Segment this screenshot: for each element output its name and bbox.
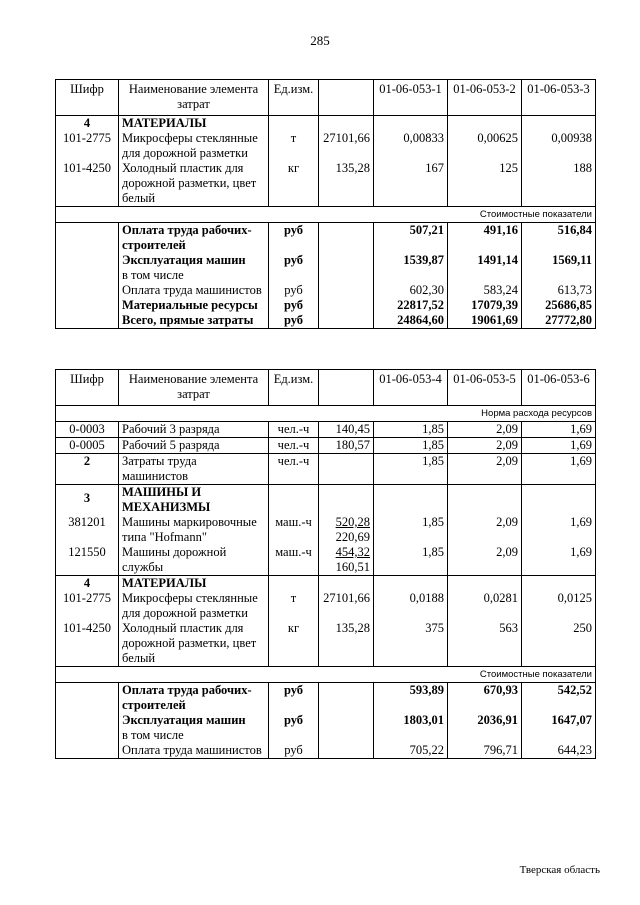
cost-value-2: 2036,91 <box>448 713 522 743</box>
cost-value-3: 644,23 <box>522 743 596 759</box>
cost-name: Эксплуатация машин <box>122 713 246 727</box>
row-value-3: 1,69 <box>522 454 596 485</box>
cost-name: Всего, прямые затраты <box>119 313 269 329</box>
row-value-3: 1,69 <box>522 438 596 454</box>
row-value-1: 1,85 <box>374 545 448 576</box>
cost-value-1: 22817,52 <box>374 298 448 313</box>
row-unit: чел.-ч <box>269 422 319 438</box>
row-code: 101-4250 <box>56 161 119 207</box>
row-unit: чел.-ч <box>269 438 319 454</box>
cost-row <box>56 683 596 714</box>
row-value-2: 2,09 <box>448 454 522 485</box>
row-code: 3 <box>56 485 119 516</box>
cost-name: Оплата труда рабочих-строителей <box>119 683 269 714</box>
cost-value-2: 796,71 <box>448 743 522 759</box>
row-name: Машины дорожной службы <box>119 545 269 576</box>
cost-unit: руб <box>269 743 319 759</box>
header-name: Наименование элемента затрат <box>119 80 269 116</box>
cost-value-3: 25686,85 <box>522 298 596 313</box>
row-unit: чел.-ч <box>269 454 319 485</box>
table-row <box>56 576 596 592</box>
header-col-2: 01-06-053-2 <box>448 80 522 116</box>
row-name: Рабочий 3 разряда <box>119 422 269 438</box>
cost-value-2: 670,93 <box>448 683 522 714</box>
cost-value-3: 1569,11 <box>522 253 596 283</box>
section-title: МАТЕРИАЛЫ <box>119 576 269 592</box>
cost-value-1: 24864,60 <box>374 313 448 329</box>
row-code: 101-2775 <box>56 131 119 161</box>
row-name: Микросферы стеклянные для дорожной разметки <box>119 591 269 621</box>
header-col-1: 01-06-053-4 <box>374 370 448 406</box>
estimate-table-2 <box>55 369 596 759</box>
cost-value-3: 542,52 <box>522 683 596 714</box>
cost-name: Оплата труда рабочих-строителей <box>119 223 269 254</box>
row-price-machinist: 220,69 <box>335 530 370 544</box>
row-value-3: 1,69 <box>522 515 596 545</box>
cost-value-3: 516,84 <box>522 223 596 254</box>
cost-name: Материальные ресурсы <box>119 298 269 313</box>
cost-row <box>56 283 596 298</box>
cost-row <box>56 713 596 743</box>
row-value-3: 188 <box>522 161 596 207</box>
row-name: Холодный пластик для дорожной разметки, цвет белый <box>119 161 269 207</box>
header-col-2: 01-06-053-5 <box>448 370 522 406</box>
row-value-3: 250 <box>522 621 596 667</box>
cost-unit: руб <box>269 683 319 714</box>
cost-unit: руб <box>269 713 319 743</box>
row-unit: т <box>269 131 319 161</box>
table-row <box>56 131 596 161</box>
row-name: Машины маркировочные типа "Hofmann" <box>119 515 269 545</box>
row-value-3: 0,0125 <box>522 591 596 621</box>
cost-unit: руб <box>269 313 319 329</box>
cost-row <box>56 223 596 254</box>
row-value-2: 2,09 <box>448 422 522 438</box>
row-price: 135,28 <box>319 161 374 207</box>
estimate-table-1 <box>55 79 596 329</box>
row-code: 4 <box>56 576 119 592</box>
row-value-2: 2,09 <box>448 515 522 545</box>
cost-value-3: 27772,80 <box>522 313 596 329</box>
footer-region: Тверская область <box>519 864 600 876</box>
table-row <box>56 485 596 516</box>
table-header-row <box>56 80 596 116</box>
row-name: Холодный пластик для дорожной разметки, цвет белый <box>119 621 269 667</box>
table-row <box>56 454 596 485</box>
row-unit: кг <box>269 621 319 667</box>
table-header-row <box>56 370 596 406</box>
row-price: 180,57 <box>319 438 374 454</box>
table-row <box>56 591 596 621</box>
section-title: МАТЕРИАЛЫ <box>119 116 269 132</box>
cost-value-1: 602,30 <box>374 283 448 298</box>
cost-value-3: 1647,07 <box>522 713 596 743</box>
header-code: Шифр <box>56 80 119 116</box>
row-unit: т <box>269 591 319 621</box>
cost-unit: руб <box>269 223 319 254</box>
row-value-1: 167 <box>374 161 448 207</box>
table-row <box>56 161 596 207</box>
row-unit: кг <box>269 161 319 207</box>
cost-name: Оплата труда машинистов <box>119 743 269 759</box>
header-col-1: 01-06-053-1 <box>374 80 448 116</box>
cost-value-1: 507,21 <box>374 223 448 254</box>
cost-sub: в том числе <box>122 728 184 742</box>
cost-unit: руб <box>269 253 319 283</box>
cost-value-2: 17079,39 <box>448 298 522 313</box>
row-name: Микросферы стеклянные для дорожной разметки <box>119 131 269 161</box>
row-value-1: 0,00833 <box>374 131 448 161</box>
row-value-2: 125 <box>448 161 522 207</box>
header-price <box>319 370 374 406</box>
row-value-2: 2,09 <box>448 438 522 454</box>
cost-value-1: 1803,01 <box>374 713 448 743</box>
cost-value-1: 593,89 <box>374 683 448 714</box>
row-value-1: 375 <box>374 621 448 667</box>
row-name: Рабочий 5 разряда <box>119 438 269 454</box>
row-code: 121550 <box>56 545 119 576</box>
row-value-3: 1,69 <box>522 422 596 438</box>
row-name: Затраты труда машинистов <box>119 454 269 485</box>
header-code: Шифр <box>56 370 119 406</box>
cost-value-2: 1491,14 <box>448 253 522 283</box>
row-value-2: 2,09 <box>448 545 522 576</box>
row-value-3: 0,00938 <box>522 131 596 161</box>
row-price: 140,45 <box>319 422 374 438</box>
band-row <box>56 667 596 683</box>
row-value-1: 1,85 <box>374 454 448 485</box>
cost-name: Эксплуатация машин <box>122 253 246 267</box>
cost-row <box>56 253 596 283</box>
header-unit: Ед.изм. <box>269 80 319 116</box>
row-code: 2 <box>56 454 119 485</box>
row-price: 135,28 <box>319 621 374 667</box>
table-row <box>56 545 596 576</box>
row-value-1: 1,85 <box>374 422 448 438</box>
table-row <box>56 515 596 545</box>
row-code: 0-0003 <box>56 422 119 438</box>
row-code: 101-2775 <box>56 591 119 621</box>
band-cost-indicators: Стоимостные показатели <box>56 667 596 683</box>
row-price-machinist: 160,51 <box>335 560 370 574</box>
cost-value-2: 19061,69 <box>448 313 522 329</box>
table-row <box>56 438 596 454</box>
row-value-1: 0,0188 <box>374 591 448 621</box>
cost-unit: руб <box>269 283 319 298</box>
row-price <box>319 454 374 485</box>
row-unit: маш.-ч <box>269 515 319 545</box>
row-value-2: 0,0281 <box>448 591 522 621</box>
row-value-1: 1,85 <box>374 515 448 545</box>
cost-value-1: 1539,87 <box>374 253 448 283</box>
band-cost-indicators: Стоимостные показатели <box>56 207 596 223</box>
row-value-2: 563 <box>448 621 522 667</box>
cost-name: Оплата труда машинистов <box>119 283 269 298</box>
cost-name-cell <box>119 253 269 283</box>
cost-row <box>56 743 596 759</box>
cost-value-3: 613,73 <box>522 283 596 298</box>
row-price: 27101,66 <box>319 591 374 621</box>
cost-row <box>56 298 596 313</box>
table-row <box>56 621 596 667</box>
row-code: 381201 <box>56 515 119 545</box>
section-title: МАШИНЫ И МЕХАНИЗМЫ <box>119 485 269 516</box>
row-price: 520,28 <box>335 515 370 529</box>
row-value-1: 1,85 <box>374 438 448 454</box>
row-code: 0-0005 <box>56 438 119 454</box>
page-number: 285 <box>310 33 330 48</box>
row-price: 27101,66 <box>319 131 374 161</box>
band-resource-norm: Норма расхода ресурсов <box>56 406 596 422</box>
cost-sub: в том числе <box>122 268 184 282</box>
header-col-3: 01-06-053-3 <box>522 80 596 116</box>
row-price: 454,32 <box>335 545 370 559</box>
row-value-3: 1,69 <box>522 545 596 576</box>
row-price-cell <box>319 515 374 545</box>
table-row <box>56 422 596 438</box>
row-unit: маш.-ч <box>269 545 319 576</box>
row-code: 101-4250 <box>56 621 119 667</box>
cost-unit: руб <box>269 298 319 313</box>
row-code: 4 <box>56 116 119 132</box>
header-unit: Ед.изм. <box>269 370 319 406</box>
cost-row <box>56 313 596 329</box>
band-row <box>56 406 596 422</box>
cost-value-2: 491,16 <box>448 223 522 254</box>
cost-value-1: 705,22 <box>374 743 448 759</box>
band-row <box>56 207 596 223</box>
table-row <box>56 116 596 132</box>
row-value-2: 0,00625 <box>448 131 522 161</box>
header-price <box>319 80 374 116</box>
row-price-cell <box>319 545 374 576</box>
cost-name-cell <box>119 713 269 743</box>
header-col-3: 01-06-053-6 <box>522 370 596 406</box>
header-name: Наименование элемента затрат <box>119 370 269 406</box>
cost-value-2: 583,24 <box>448 283 522 298</box>
